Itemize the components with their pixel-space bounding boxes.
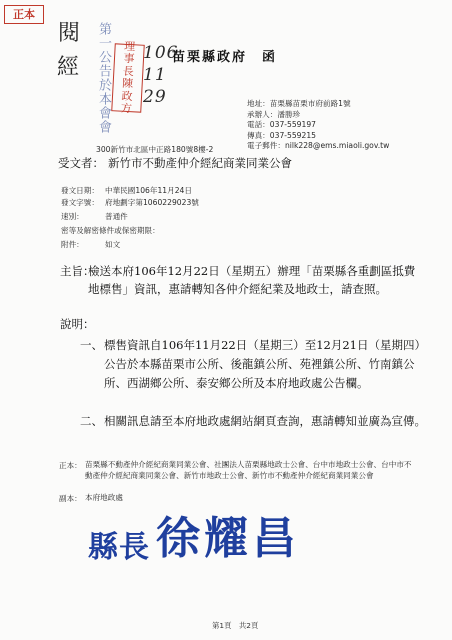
contact-officer: 承辦人：潘勝珍 (247, 109, 301, 119)
contact-address: 地址：苗栗縣苗栗市府前路1號 (247, 99, 351, 108)
seal-char: 事 (123, 51, 135, 66)
seal-char: 陳 (121, 76, 134, 91)
seal-char: 方 (120, 101, 133, 116)
subject-label: 主旨： (60, 264, 95, 278)
bulletin-stamp: 第一公告於本會會 (96, 22, 111, 134)
attachments: 附件： 如文 (61, 240, 121, 249)
contact-email: 電子郵件：nilk228@ems.miaoli.gov.tw (247, 141, 390, 150)
signature-title: 縣長 (88, 530, 150, 565)
issue-date: 發文日期： 中華民國106年11月24日 (61, 186, 192, 195)
confidentiality: 密等及解密條件或保密期限： (61, 226, 160, 235)
subject-section (60, 263, 420, 298)
contact-fax: 傳真：037-559215 (247, 130, 317, 140)
document-title: 苗栗縣政府 函 (172, 50, 278, 65)
recipient-address: 300新竹市北區中正路180號8樓-2 (96, 145, 214, 154)
document-number: 發文字號： 府地劃字第1060229023號 (61, 198, 199, 207)
recipient-label: 受文者： (58, 156, 104, 170)
received-stamp-char: 經 (57, 55, 80, 80)
recipient-line (58, 155, 292, 171)
signature-name: 徐耀昌 (156, 513, 300, 564)
received-stamp-char: 閱 (58, 21, 81, 46)
explanation-item: 一、 標售資訊自106年11月22日（星期三）至12月21日（星期四）公告於本縣苗栗市公所、後龍鎮公所、苑裡鎮公所、竹南鎮公所、西湖鄉公所、泰安鄉公所及本府地政處公告欄。 (80, 338, 426, 390)
handwritten-receipt-date: 106 11 29 (143, 43, 179, 107)
magistrate-signature (88, 502, 300, 566)
explanation-label: 說明： (60, 317, 95, 331)
received-stamp (58, 20, 94, 130)
recipient-name: 新竹市不動產仲介經紀商業同業公會 (108, 156, 292, 170)
chairman-seal (111, 39, 145, 116)
cc-copy: 副本： 本府地政處 (59, 493, 123, 503)
explanation-item: 二、 相關訊息請至本府地政處網站網頁查詢，惠請轉知並廣為宣傳。 (80, 414, 426, 428)
urgency: 速別： 普通件 (61, 212, 128, 221)
cc-original: 正本： 苗栗縣不動產仲介經紀商業同業公會、社團法人苗栗縣地政士公會、台中市地政士公會、台中市不動產仲介經紀商業同業公會、新竹市地政士公會、新竹市不動產仲介經紀商業同業公會 (59, 460, 412, 480)
seal-char: 理 (123, 39, 136, 53)
page-number: 第1頁 共2頁 (212, 621, 259, 630)
seal-char: 長 (122, 64, 135, 78)
seal-char: 政 (121, 89, 133, 103)
contact-phone: 電話：037-559197 (247, 120, 317, 129)
original-copy-stamp: 正本 (4, 5, 44, 24)
subject-text: 檢送本府106年12月22日（星期五）辦理「苗栗縣各重劃區抵費地標售」資訊，惠請轉知各仲介經紀業及地政士，請查照。 (88, 264, 416, 296)
